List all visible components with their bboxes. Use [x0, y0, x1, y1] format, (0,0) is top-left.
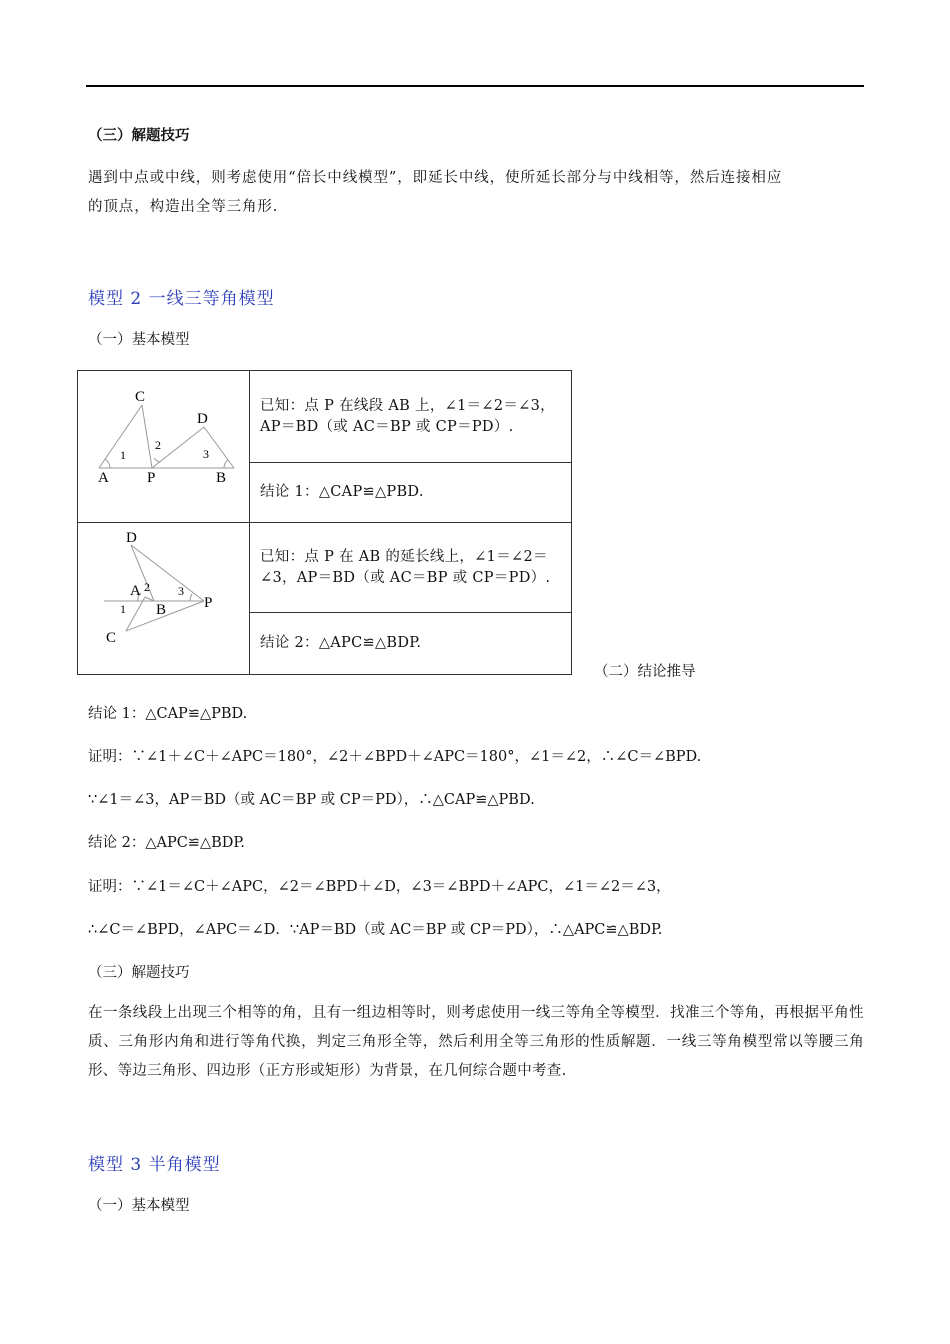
skill-para-2: 在一条线段上出现三个相等的角，且有一组边相等时，则考虑使用一线三等角全等模型．找准三个等角，再根据平角性质、三角形内角和进行等角代换，判定三角形全等，然后利用全等三角形的性质解题．一线三等角模型常以等腰三角形、等边三角形、四边形（正方形或矩形）为背景，在几何综合题中考查.	[88, 1005, 864, 1079]
skill-heading-2: （三）解题技巧	[88, 965, 190, 981]
model2-title: 模型 2 一线三等角模型	[88, 289, 275, 309]
row2-given: 已知：点 P 在 AB 的延长线上，∠1＝∠2＝∠3，AP＝BD（或 AC＝BP 或 CP＝PD）.	[250, 523, 572, 613]
fig2-angle-3: 3	[178, 584, 184, 598]
model2-basic-label: （一）基本模型	[88, 332, 190, 348]
derivation-c1: 结论 1：△CAP≌△PBD.	[88, 706, 248, 722]
derivation-proof2b: ∴∠C＝∠BPD，∠APC＝∠D．∵AP＝BD（或 AC＝BP 或 CP＝PD），∴△APC≌△BDP.	[88, 922, 663, 938]
fig2-angle-1: 1	[120, 602, 126, 616]
skill-heading-1: （三）解题技巧	[88, 127, 190, 144]
skill-para-1-line1: 遇到中点或中线，则考虑使用“倍长中线模型”，即延长中线，使所延长部分与中线相等，然后连接相应	[88, 170, 783, 186]
fig2-angle-2: 2	[144, 580, 150, 594]
figure-1	[78, 371, 249, 518]
fig2-label-C: C	[106, 630, 117, 646]
row2-conclusion: 结论 2：△APC≌△BDP.	[250, 613, 572, 675]
derivation-proof1b: ∵∠1＝∠3，AP＝BD（或 AC＝BP 或 CP＝PD），∴△CAP≌△PBD.	[88, 792, 535, 808]
figure-2-cell	[78, 523, 250, 675]
row1-conclusion: 结论 1：△CAP≌△PBD.	[250, 463, 572, 523]
fig1-label-C: C	[135, 389, 146, 405]
header-rule	[86, 85, 864, 87]
fig2-label-P: P	[204, 595, 213, 611]
figure-2	[78, 523, 249, 670]
derivation-proof1: 证明：∵∠1＋∠C＋∠APC＝180°，∠2＋∠BPD＋∠APC＝180°，∠1＝∠2，∴∠C＝∠BPD.	[88, 749, 702, 765]
row1-given: 已知：点 P 在线段 AB 上，∠1＝∠2＝∠3，AP＝BD（或 AC＝BP 或 CP＝PD）.	[250, 371, 572, 463]
model3-basic-label: （一）基本模型	[88, 1198, 190, 1214]
model3-title: 模型 3 半角模型	[88, 1155, 221, 1175]
figure-1-cell	[78, 371, 250, 523]
derivation-c2: 结论 2：△APC≌△BDP.	[88, 835, 245, 851]
skill-para-1-line2: 的顶点，构造出全等三角形.	[88, 199, 279, 215]
derivation-label: （二）结论推导	[594, 664, 696, 680]
fig1-label-A: A	[98, 470, 109, 486]
fig1-label-B: B	[216, 470, 227, 486]
fig1-label-D: D	[197, 411, 208, 427]
fig2-label-B: B	[156, 602, 167, 618]
fig1-label-P: P	[147, 470, 156, 486]
fig1-angle-1: 1	[120, 448, 126, 462]
fig2-label-D: D	[126, 530, 137, 546]
derivation-proof2: 证明：∵∠1＝∠C＋∠APC，∠2＝∠BPD＋∠D，∠3＝∠BPD＋∠APC，∠1＝∠2＝∠3，	[88, 879, 671, 895]
fig1-angle-2: 2	[155, 438, 161, 452]
model2-table	[77, 370, 572, 675]
fig1-angle-3: 3	[203, 447, 209, 461]
fig2-label-A: A	[130, 583, 141, 599]
